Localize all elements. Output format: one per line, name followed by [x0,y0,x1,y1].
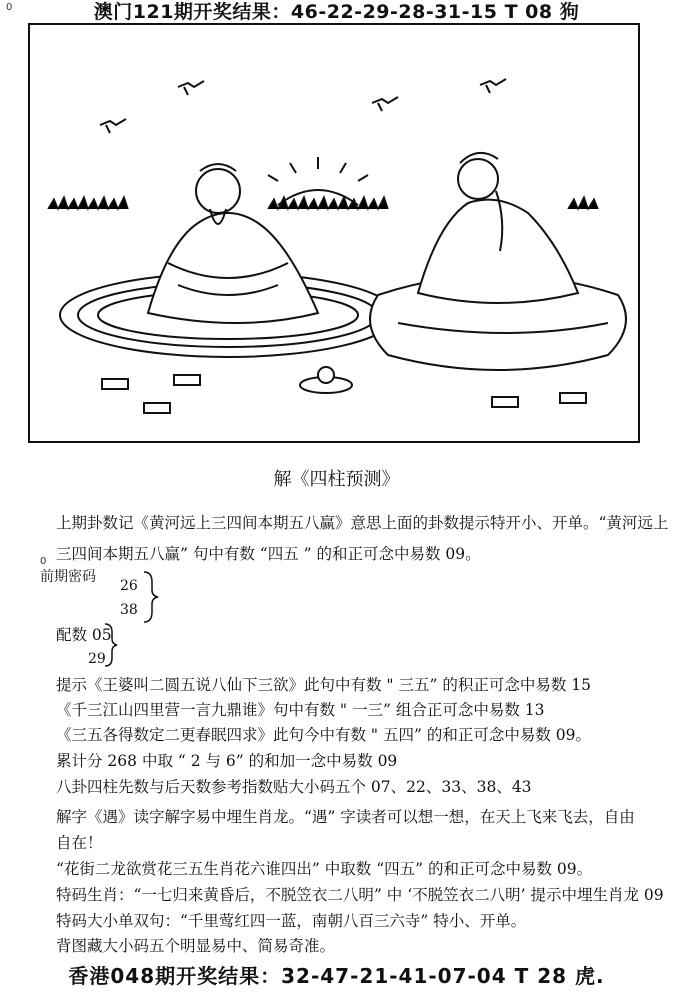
text-line: 八卦四柱先数与后天数参考指数贴大小码五个 07、22、33、38、43 [56,778,532,796]
text-line: 解字《遇》读字解字易中埋生肖龙。“遇” 字读者可以想一想，在天上飞来飞去，自由 [56,808,635,826]
text-line: 背图藏大小码五个明显易中、简易奇准。 [56,937,336,955]
paragraph-line: 上期卦数记《黄河远上三四间本期五八赢》意思上面的卦数提示特开小、开单。“黄河远上 [56,514,669,532]
text-line: 提示《王婆叫二圆五说八仙下三欲》此句中有数 " 三五” 的积正可念中易数 15 [56,676,591,694]
text-line: 自在！ [56,834,103,852]
prev-code-label: 前期密码 [40,569,96,585]
text-line: 《千三江山四里营一言九鼎谁》句中有数 " 一三” 组合正可念中易数 13 [56,701,545,719]
macau-result-header: 澳门121期开奖结果：46-22-29-28-31-15 T 08 狗 [93,1,580,23]
pair-number: 29 [88,651,106,667]
section-title: 解《四柱预测》 [273,469,400,490]
text-line: 《三五各得数定二更春眠四求》此句今中有数 " 五四” 的和正可念中易数 09。 [56,726,591,744]
brace-icon [102,622,120,668]
text-line: 累计分 268 中取 “ 2 与 6” 的和加一念中易数 09 [56,752,398,770]
text-line: 特码生肖：“一七归来黄昏后，不脱笠衣二八明” 中 ‘不脱笠衣二八明’ 提示中埋生肖龙 09 [56,886,664,904]
pair-label: 配数 05 [56,626,112,644]
corner-mark: 0 [40,556,47,567]
hongkong-result-footer: 香港048期开奖结果：32-47-21-41-07-04 T 28 虎. [68,964,605,988]
fortune-illustration [28,23,640,443]
prev-code-number: 38 [120,602,138,618]
prev-code-number: 26 [120,578,138,594]
text-line: 特码大小单双句：“千里莺红四一蓝，南朝八百三六寺” 特小、开单。 [56,912,527,930]
text-line: “花街二龙欲赏花三五生肖花六谁四出” 中取数 “四五” 的和正可念中易数 09。 [56,860,593,878]
brace-icon [140,570,160,624]
corner-mark: 0 [6,2,13,13]
paragraph-line: 三四间本期五八赢” 句中有数 “四五 ” 的和正可念中易数 09。 [56,545,481,563]
